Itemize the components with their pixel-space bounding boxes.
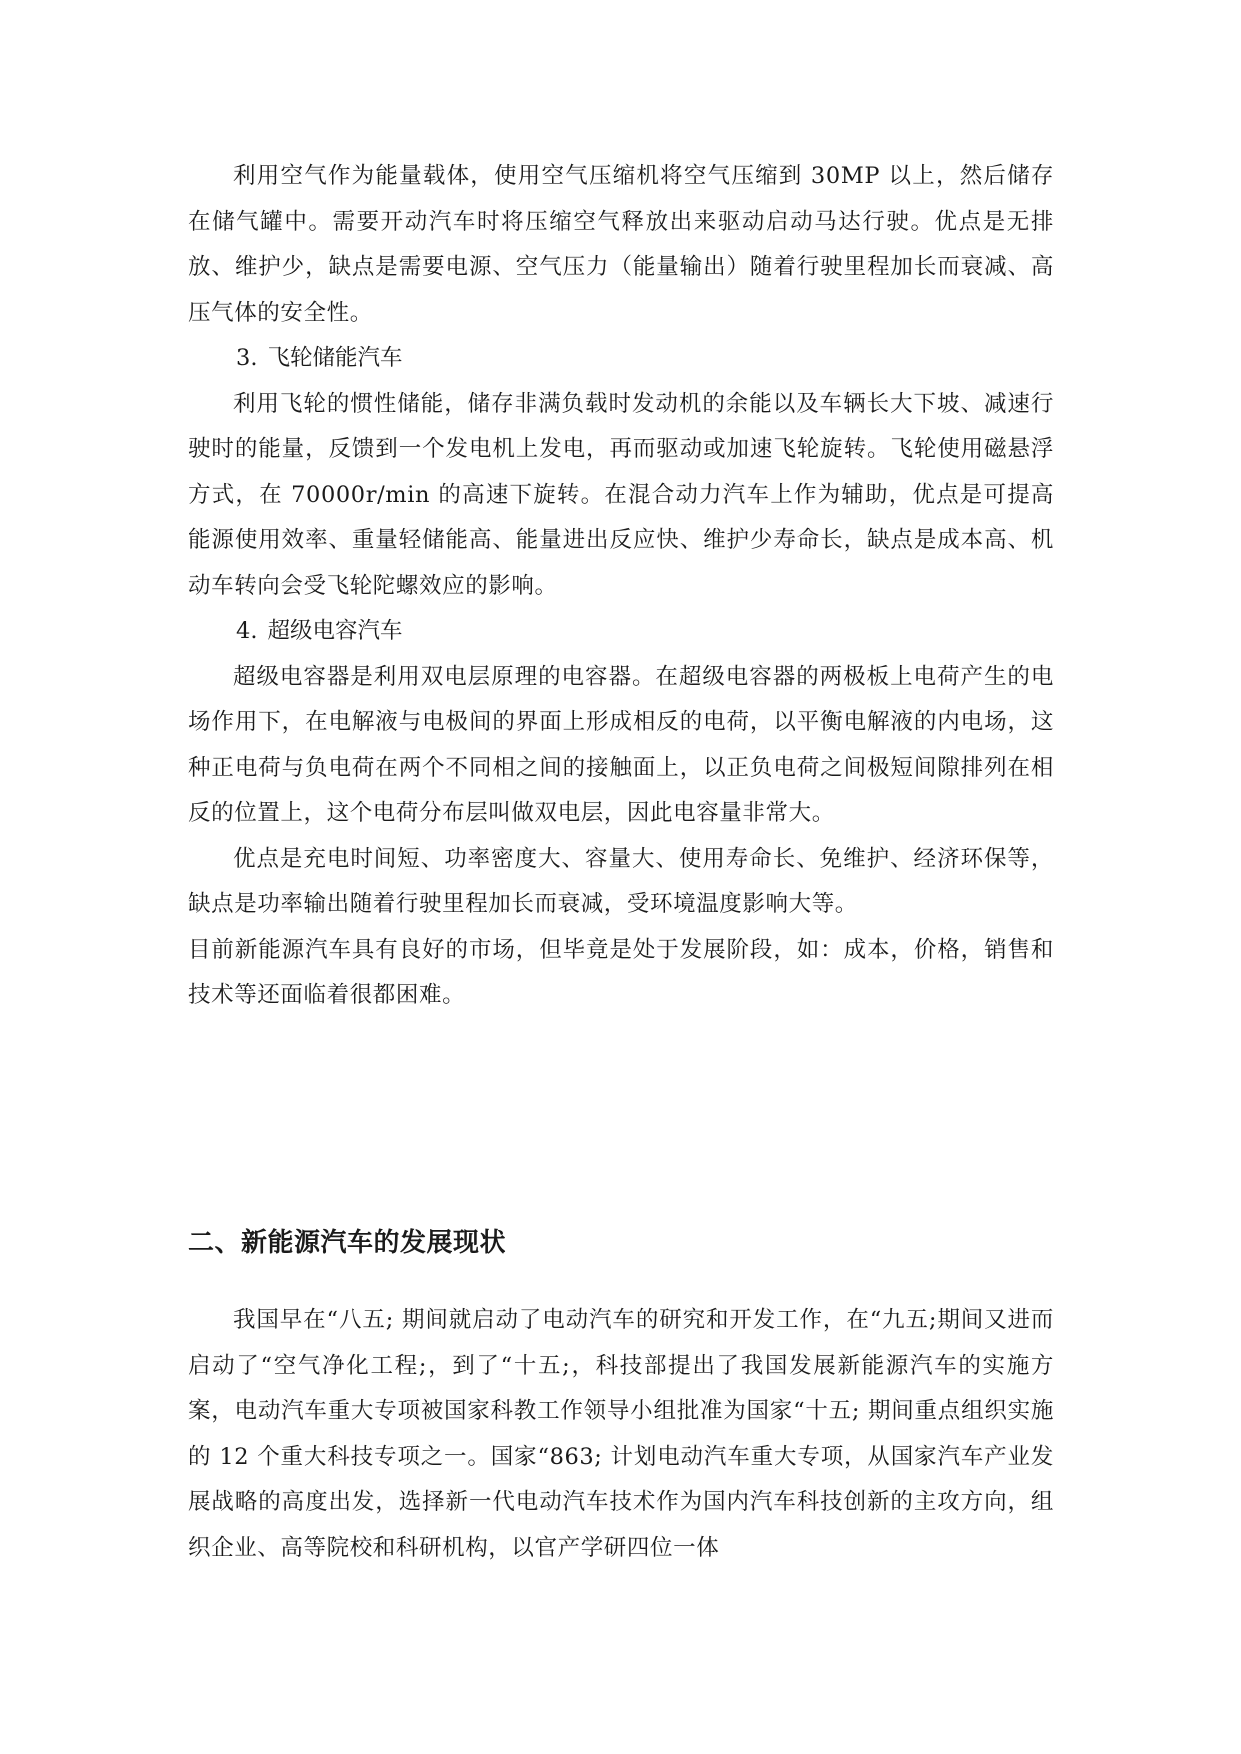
- paragraph-development-history: 我国早在“八五; 期间就启动了电动汽车的研究和开发工作，在“九五;期间又进而启动了“空气净化工程;，到了“十五;，科技部提出了我国发展新能源汽车的实施方案，电动汽车重大专项被国家科教工作领导小组批准为国家“十五; 期间重点组织实施的 12 个重大科技专项之一。国家“863; 计划电动汽车重大专项，从国家汽车产业发展战略的高度出发，选择新一代电动汽车技术作为国内汽车科技创新的主攻方向，组织企业、高等院校和科研机构，以官产学研四位一体: [188, 1307, 1054, 1561]
- paragraph-market-status: 目前新能源汽车具有良好的市场，但毕竟是处于发展阶段，如：成本，价格，销售和技术等还面临着很都困难。: [188, 936, 1054, 1008]
- paragraph-flywheel: 利用飞轮的惯性储能，储存非满负载时发动机的余能以及车辆长大下坡、减速行驶时的能量，反馈到一个发电机上发电，再而驱动或加速飞轮旋转。飞轮使用磁悬浮方式，在 70000r/min 的高速下旋转。在混合动力汽车上作为辅助，优点是可提高能源使用效率、重量轻储能高、能量进出反应快、维护少寿命长，缺点是成本高、机动车转向会受飞轮陀螺效应的影响。: [188, 390, 1054, 599]
- item-title: 飞轮储能汽车: [267, 345, 403, 371]
- item-number: 3.: [236, 345, 258, 371]
- section-heading: 二、新能源汽车的发展现状: [188, 1228, 507, 1258]
- section-energy-storage-types: [188, 154, 1054, 1019]
- paragraph-supercapacitor: 超级电容器是利用双电层原理的电容器。在超级电容器的两极板上电荷产生的电场作用下，在电解液与电极间的界面上形成相反的电荷，以平衡电解液的内电场，这种正电荷与负电荷在两个不同相之间的接触面上，以正负电荷之间极短间隙排列在相反的位置上，这个电荷分布层叫做双电层，因此电容量非常大。: [188, 663, 1054, 826]
- item-heading-flywheel: [188, 336, 1054, 382]
- item-heading-supercapacitor: [188, 609, 1054, 655]
- item-number: 4.: [236, 618, 258, 644]
- paragraph-compressed-air: 利用空气作为能量载体，使用空气压缩机将空气压缩到 30MP 以上，然后储存在储气罐中。需要开动汽车时将压缩空气释放出来驱动启动马达行驶。优点是无排放、维护少，缺点是需要电源、空气压力（能量输出）随着行驶里程加长而衰减、高压气体的安全性。: [188, 163, 1054, 326]
- section-development-status: [188, 1298, 1054, 1571]
- item-title: 超级电容汽车: [267, 618, 403, 644]
- paragraph-supercapacitor-pros-cons: 优点是充电时间短、功率密度大、容量大、使用寿命长、免维护、经济环保等，缺点是功率输出随着行驶里程加长而衰减，受环境温度影响大等。: [188, 845, 1054, 917]
